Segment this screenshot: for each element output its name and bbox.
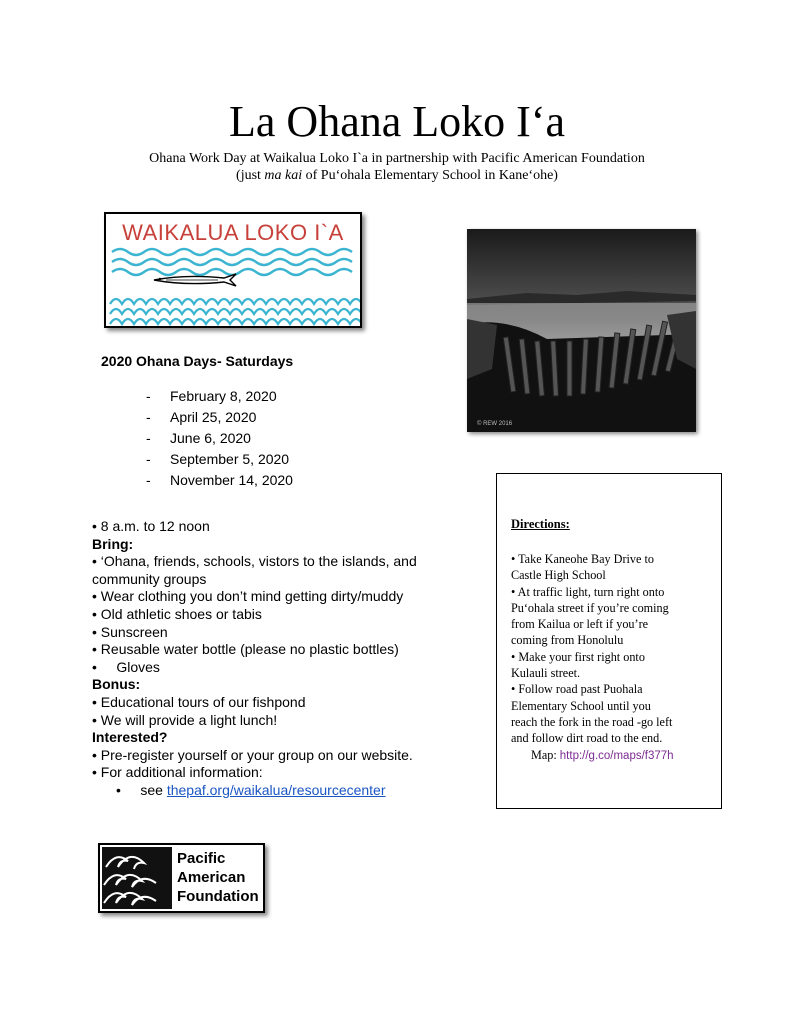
bring-item: • Sunscreen — [92, 623, 168, 640]
fishpond-photo — [467, 229, 696, 432]
directions-line: from Kailua or left if you’re — [511, 617, 649, 632]
directions-line: Kulauli street. — [511, 666, 581, 681]
directions-heading: Directions: — [511, 517, 570, 531]
directions-text — [511, 551, 713, 764]
directions-line: Castle High School — [511, 568, 606, 583]
bring-item: community groups — [92, 570, 207, 587]
bring-item: • ‘Ohana, friends, schools, vistors to the islands, and — [92, 553, 417, 570]
bonus-item: • We will provide a light lunch! — [92, 711, 278, 728]
ohana-days-heading: 2020 Ohana Days- Saturdays — [101, 353, 294, 369]
resource-link-item: • see thepaf.org/waikalua/resourcecenter — [116, 781, 386, 798]
interested-item: • Pre-register yourself or your group on our website. — [92, 746, 413, 763]
date-item: - November 14, 2020 — [146, 472, 293, 488]
bonus-heading: Bonus: — [92, 676, 141, 693]
directions-line: Elementary School until you — [511, 698, 651, 713]
bring-item: • Old athletic shoes or tabis — [92, 605, 262, 622]
directions-line: • Make your first right onto — [511, 649, 645, 664]
bring-heading: Bring: — [92, 535, 134, 552]
directions-line: Pu‘ohala street if you’re coming — [511, 600, 669, 615]
directions-line: coming from Honolulu — [511, 633, 624, 648]
page-subtitle: Ohana Work Day at Waikalua Loko I`a in partnership with Pacific American Foundation — [149, 151, 645, 166]
directions-line: • Take Kaneohe Bay Drive to — [511, 552, 654, 566]
paf-logo — [98, 843, 265, 913]
directions-line: and follow dirt road to the end. — [511, 731, 663, 746]
resource-center-link[interactable]: thepaf.org/waikalua/resourcecenter — [166, 781, 386, 798]
event-details — [92, 518, 472, 800]
date-item: - February 8, 2020 — [146, 388, 277, 404]
page-subtitle-location: (just ma kai of Pu‘ohala Elementary School in Kane‘ohe) — [236, 168, 558, 183]
page-title: La Ohana Loko I‘a — [229, 97, 565, 146]
bring-item: • Reusable water bottle (please no plastic bottles) — [92, 641, 399, 658]
date-item: - June 6, 2020 — [146, 430, 251, 446]
bring-item: • Gloves — [92, 658, 160, 675]
directions-line: • Follow road past Puohala — [511, 682, 643, 697]
waikalua-logo-text: WAIKALUA LOKO I`A — [122, 220, 344, 245]
directions-line: reach the fork in the road -go left — [511, 714, 673, 729]
interested-heading: Interested? — [92, 729, 168, 746]
time-text: • 8 a.m. to 12 noon — [92, 518, 210, 534]
directions-box — [496, 473, 722, 809]
map-link[interactable]: http://g.co/maps/f377h — [559, 749, 674, 762]
map-line: Map: http://g.co/maps/f377h — [531, 747, 674, 762]
interested-item: • For additional information: — [92, 764, 263, 781]
paf-logo-text: Pacific American Foundation — [177, 850, 259, 905]
date-item: - April 25, 2020 — [146, 409, 257, 425]
wave-icon — [102, 847, 172, 909]
bring-item: • Wear clothing you don’t mind getting dirty/muddy — [92, 588, 404, 605]
bonus-item: • Educational tours of our fishpond — [92, 693, 306, 710]
waikalua-logo — [104, 212, 362, 328]
photo-watermark: © REW 2016 — [477, 421, 513, 427]
date-item: - September 5, 2020 — [146, 451, 290, 467]
directions-line: • At traffic light, turn right onto — [511, 584, 665, 599]
